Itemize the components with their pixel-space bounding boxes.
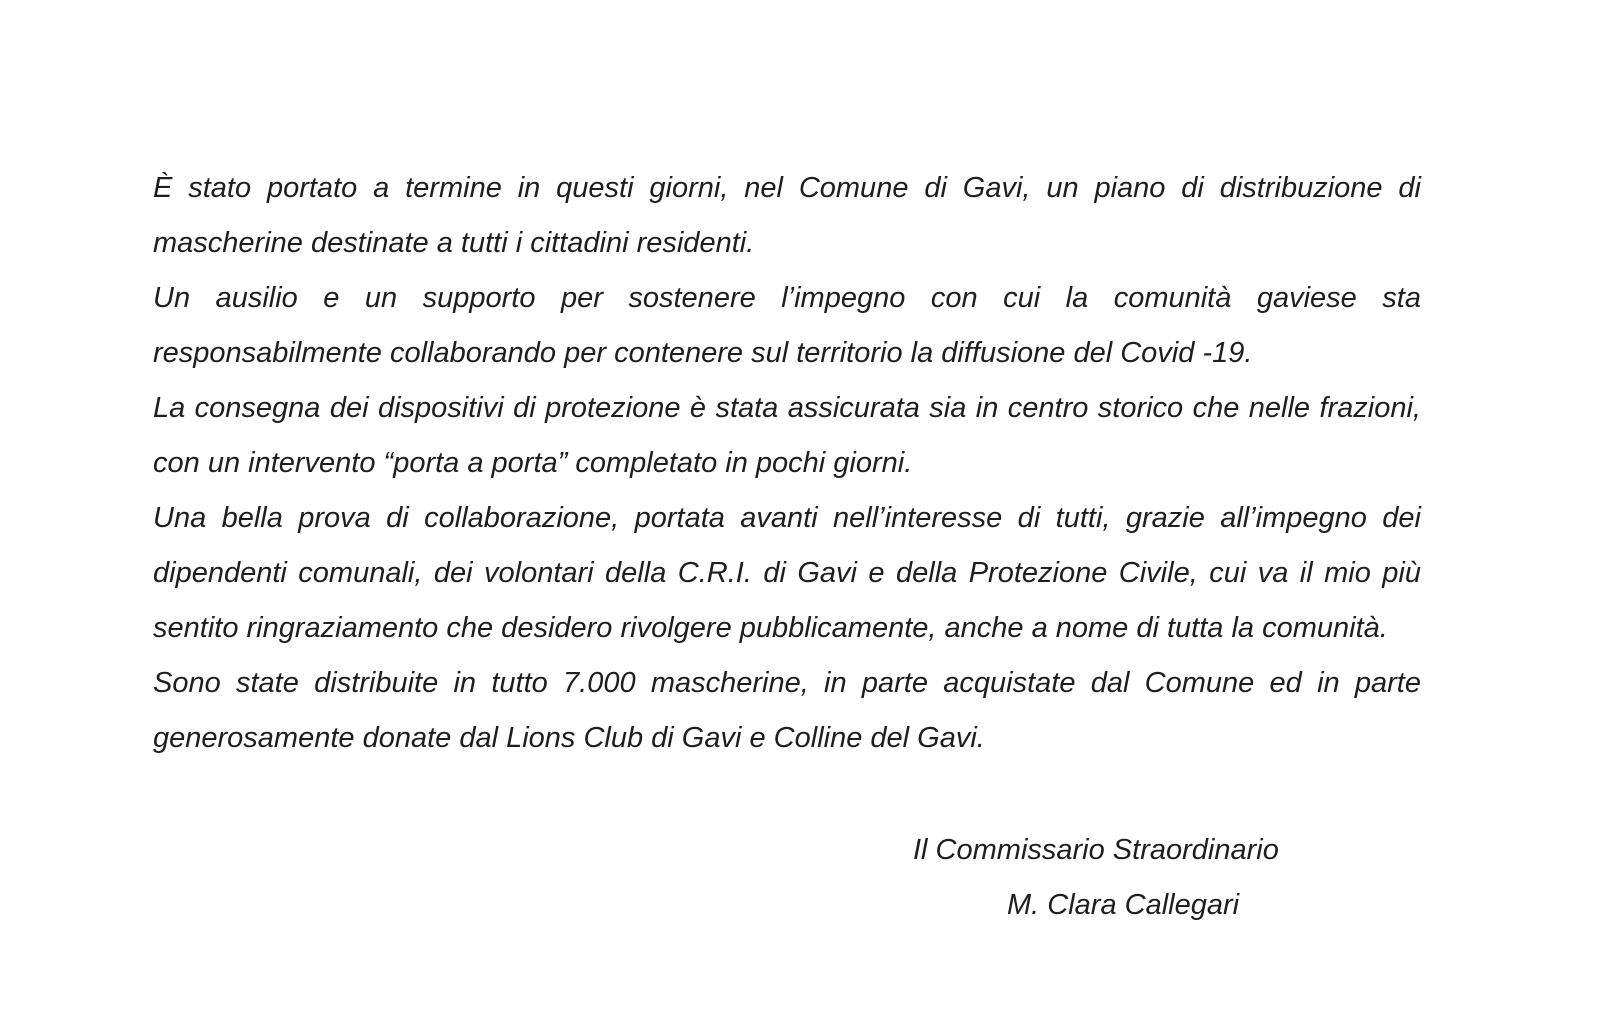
paragraph-community-support: Un ausilio e un supporto per sostenere l’impegno con cui la comunità gaviese sta responsabilmente collaborando per contenere sul territorio la diffusione del Covid -19. (153, 282, 1421, 369)
paragraph-mask-count: Sono state distribuite in tutto 7.000 mascherine, in parte acquistate dal Comune ed in parte generosamente donate dal Lions Club di Gavi e Colline del Gavi. (153, 667, 1421, 754)
paragraph-delivery: La consegna dei dispositivi di protezione è stata assicurata sia in centro storico che nelle frazioni, con un intervento “porta a porta” completato in pochi giorni. (153, 392, 1421, 479)
document-body (153, 161, 1421, 766)
signature-role: Il Commissario Straordinario (913, 834, 1279, 866)
paragraph-thanks: Una bella prova di collaborazione, portata avanti nell’interesse di tutti, grazie all’impegno dei dipendenti comunali, dei volontari della C.R.I. di Gavi e della Protezione Civile, cui va il mio più sentito ringraziamento che desidero rivolgere pubblicamente, anche a nome di tutta la comunità. (153, 502, 1421, 644)
signature-name: M. Clara Callegari (1007, 889, 1240, 921)
paragraph-mask-distribution: È stato portato a termine in questi giorni, nel Comune di Gavi, un piano di distribuzione di mascherine destinate a tutti i cittadini residenti. (153, 172, 1421, 259)
